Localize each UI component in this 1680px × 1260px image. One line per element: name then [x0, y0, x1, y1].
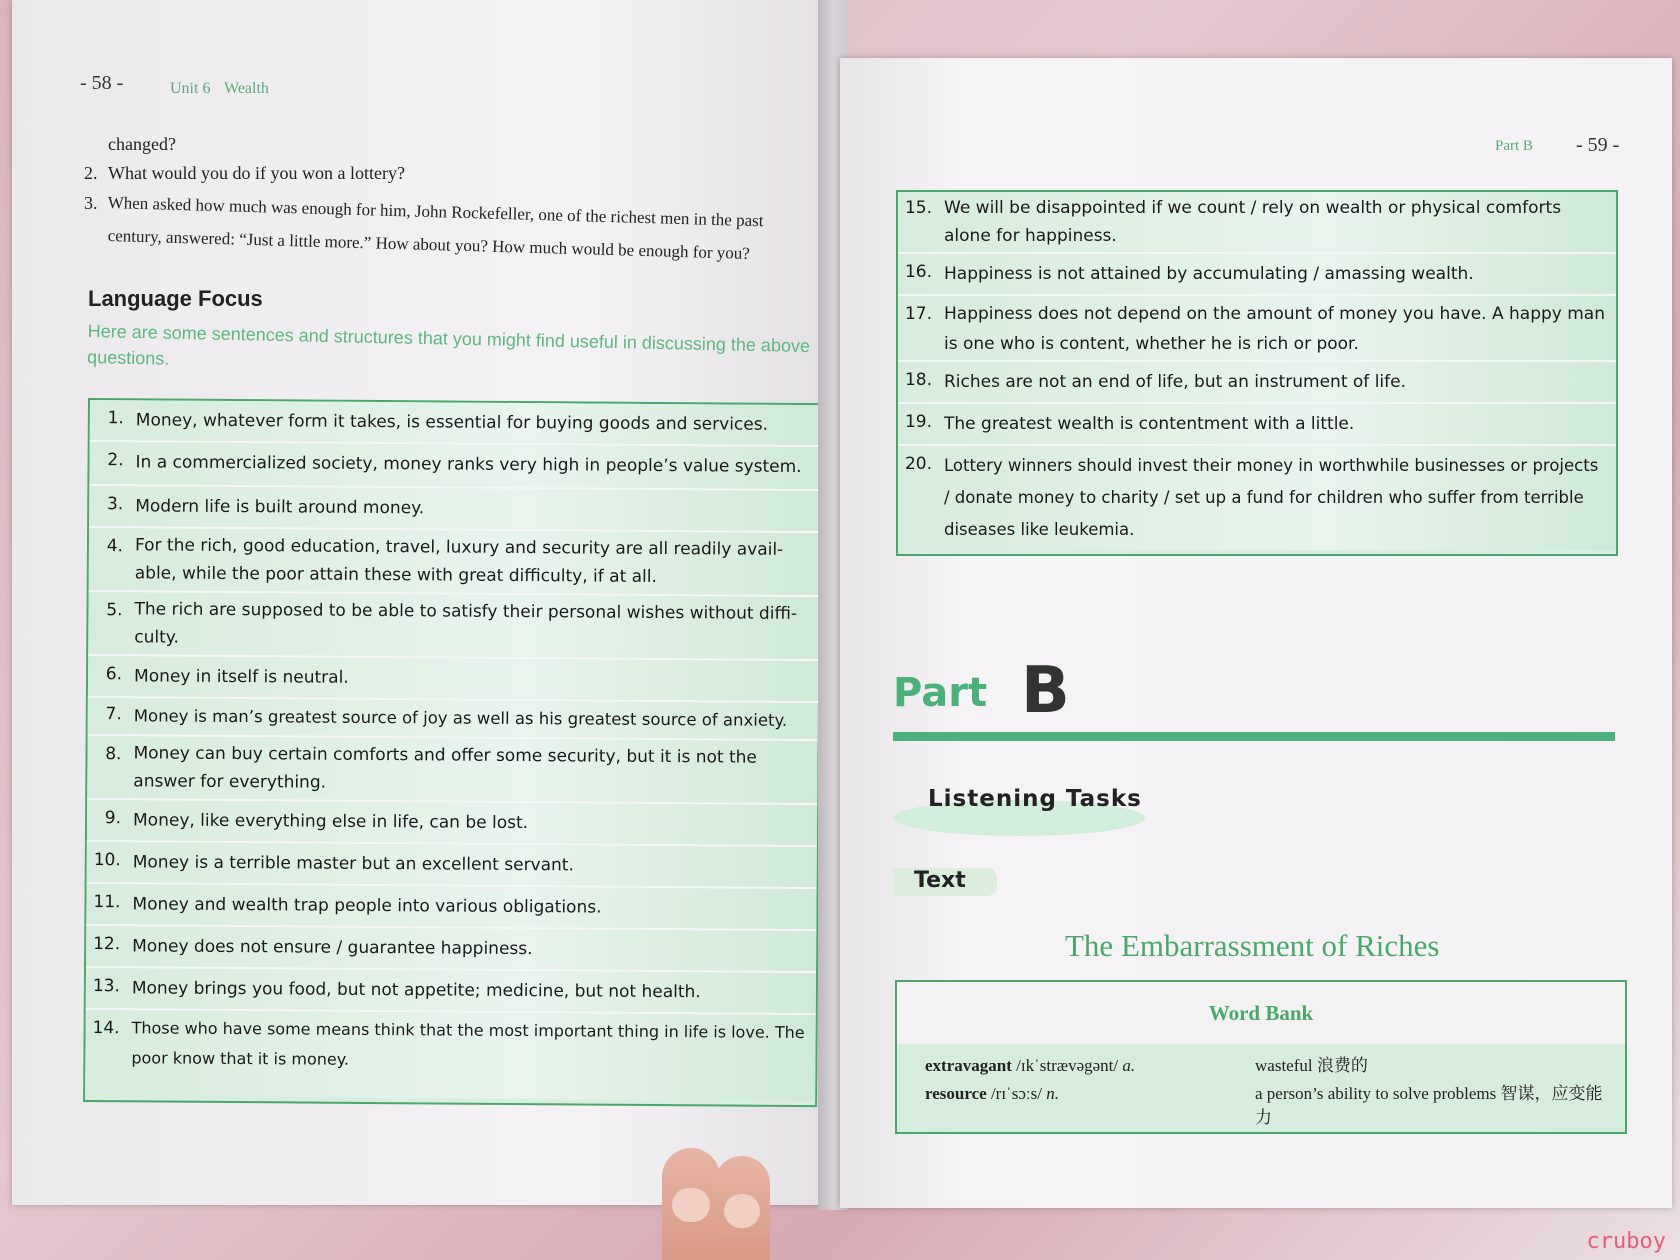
- entry-pos: a.: [1122, 1056, 1136, 1075]
- item-text: Modern life is built around money.: [135, 496, 425, 519]
- item-text: In a commercialized society, money ranks very high in people’s value system.: [135, 452, 802, 477]
- item-number: 13.: [92, 976, 120, 997]
- story-title: The Embarrassment of Riches: [1065, 928, 1440, 963]
- item-number: 15.: [904, 198, 932, 218]
- list-item: [87, 800, 817, 847]
- list-item: [86, 884, 816, 931]
- part-b-heading: [893, 654, 1070, 728]
- text-label: Text: [914, 868, 966, 893]
- question-line: When asked how much was enough for him, John Rockefeller, one of the richest men in the past: [107, 193, 764, 231]
- item-text: Money does not ensure / guarantee happiness.: [132, 936, 533, 960]
- list-item: [898, 254, 1616, 296]
- item-number: 18.: [904, 370, 932, 390]
- word-bank: [895, 980, 1627, 1134]
- item-number: 12.: [93, 934, 121, 955]
- item-number: 5.: [106, 600, 123, 621]
- list-item: [89, 528, 819, 597]
- list-item: [88, 592, 818, 661]
- item-number: 11.: [93, 892, 121, 913]
- entry-phonetic: /ɪkˈstrævəgənt/: [1016, 1056, 1119, 1075]
- item-text: Money can buy certain comforts and offer some security, but it is not the answer for everything.: [133, 743, 757, 793]
- listening-tasks-title: Listening Tasks: [928, 786, 1142, 812]
- item-number: 16.: [904, 262, 932, 282]
- thumbnail: [724, 1194, 760, 1228]
- item-text: The greatest wealth is contentment with a little.: [944, 414, 1355, 434]
- part-b-rule: [893, 732, 1615, 741]
- item-number: 9.: [104, 808, 122, 829]
- list-item: [89, 442, 819, 491]
- sentences-box-right: [896, 190, 1618, 556]
- word-entry: [925, 1084, 1605, 1127]
- item-text: Money and wealth trap people into various obligations.: [132, 894, 602, 918]
- list-item: [898, 296, 1616, 362]
- item-number: 10.: [93, 850, 121, 871]
- part-letter: B: [1021, 654, 1070, 728]
- entry-word: resource: [925, 1084, 987, 1103]
- list-item: [89, 486, 819, 533]
- question-line: century, answered: “Just a little more.” How about you? How much would be enough for you?: [107, 226, 751, 263]
- item-number: 1.: [107, 408, 124, 429]
- item-number: 19.: [904, 412, 932, 432]
- item-number: 20.: [904, 454, 932, 474]
- item-text: We will be disappointed if we count / rely on wealth or physical comforts alone for happiness.: [944, 198, 1562, 246]
- part-word: Part: [893, 670, 988, 716]
- item-text: Money, whatever form it takes, is essential for buying goods and services.: [135, 410, 769, 435]
- sentences-box-left: [83, 398, 822, 1107]
- item-number: 3.: [106, 494, 124, 515]
- list-item: [898, 446, 1616, 550]
- item-text: Those who have some means think that the most important thing in life is love. The poor know that it is money.: [131, 1018, 805, 1069]
- list-item: [87, 842, 817, 889]
- list-item: [90, 400, 820, 447]
- list-item: [86, 968, 816, 1015]
- item-number: 4.: [106, 536, 124, 557]
- list-item: [898, 404, 1616, 446]
- item-text: Money in itself is neutral.: [133, 666, 349, 688]
- question-number: 2.: [84, 163, 98, 183]
- left-page: [12, 0, 830, 1205]
- item-number: 8.: [105, 744, 122, 765]
- item-number: 14.: [92, 1018, 120, 1039]
- item-number: 7.: [105, 704, 122, 725]
- list-item: [85, 1010, 816, 1101]
- page-number-left: - 58 -: [80, 72, 124, 94]
- entry-phonetic: /rɪˈsɔːs/: [990, 1084, 1042, 1103]
- list-item: [87, 736, 817, 805]
- part-label: Part B: [1495, 138, 1533, 154]
- item-text: Happiness does not depend on the amount of money you have. A happy man is one who is content, whether he is rich or poor.: [944, 304, 1605, 354]
- unit-title: Wealth: [224, 80, 269, 97]
- list-item: [898, 192, 1616, 254]
- language-focus-intro: Here are some sentences and structures that you might find useful in discussing the above questions.: [86, 320, 811, 369]
- item-text: Happiness is not attained by accumulating / amassing wealth.: [944, 264, 1474, 284]
- list-item: [88, 698, 818, 741]
- thumbs-photo: [640, 1148, 790, 1260]
- word-bank-body: [897, 1044, 1625, 1132]
- item-number: 2.: [107, 450, 124, 471]
- item-text: The rich are supposed to be able to satisfy their personal wishes without diffi-culty.: [134, 599, 798, 648]
- item-text: Money brings you food, but not appetite; medicine, but not health.: [131, 978, 701, 1003]
- word-bank-title: Word Bank: [1208, 1001, 1314, 1025]
- item-text: Riches are not an end of life, but an instrument of life.: [944, 372, 1406, 392]
- question-line: What would you do if you won a lottery?: [108, 163, 405, 183]
- item-text: Money is a terrible master but an excellent servant.: [132, 852, 574, 876]
- list-item: [86, 926, 816, 973]
- watermark: cruboy: [1586, 1229, 1666, 1254]
- item-number: 6.: [105, 664, 123, 685]
- thumbnail: [672, 1188, 710, 1222]
- entry-meaning: wasteful 浪费的: [1255, 1056, 1368, 1075]
- item-text: For the rich, good education, travel, luxury and security are all readily avail-able, while the poor attain these with great difficulty, if at all.: [134, 535, 784, 587]
- entry-pos: n.: [1046, 1084, 1059, 1103]
- item-text: Money, like everything else in life, can be lost.: [132, 810, 529, 834]
- word-entry: [925, 1056, 1605, 1076]
- item-number: 17.: [904, 304, 932, 324]
- item-text: Money is man’s greatest source of joy as well as his greatest source of anxiety.: [133, 706, 788, 730]
- unit-label: Unit 6: [170, 80, 211, 97]
- list-item: [898, 362, 1616, 404]
- item-text: Lottery winners should invest their money in worthwhile businesses or projects / donate money to charity / set up a fund for children who suffer from terrible diseases like leukemia.: [944, 456, 1599, 539]
- word-bank-header: [897, 982, 1625, 1044]
- list-item: [88, 656, 818, 703]
- question-line: changed?: [108, 134, 176, 154]
- entry-word: extravagant: [925, 1056, 1012, 1075]
- page-number-right: - 59 -: [1576, 134, 1620, 156]
- language-focus-title: Language Focus: [88, 286, 263, 311]
- question-number: 3.: [84, 193, 98, 213]
- entry-meaning: a person’s ability to solve problems 智谋，应变能力: [1255, 1084, 1603, 1127]
